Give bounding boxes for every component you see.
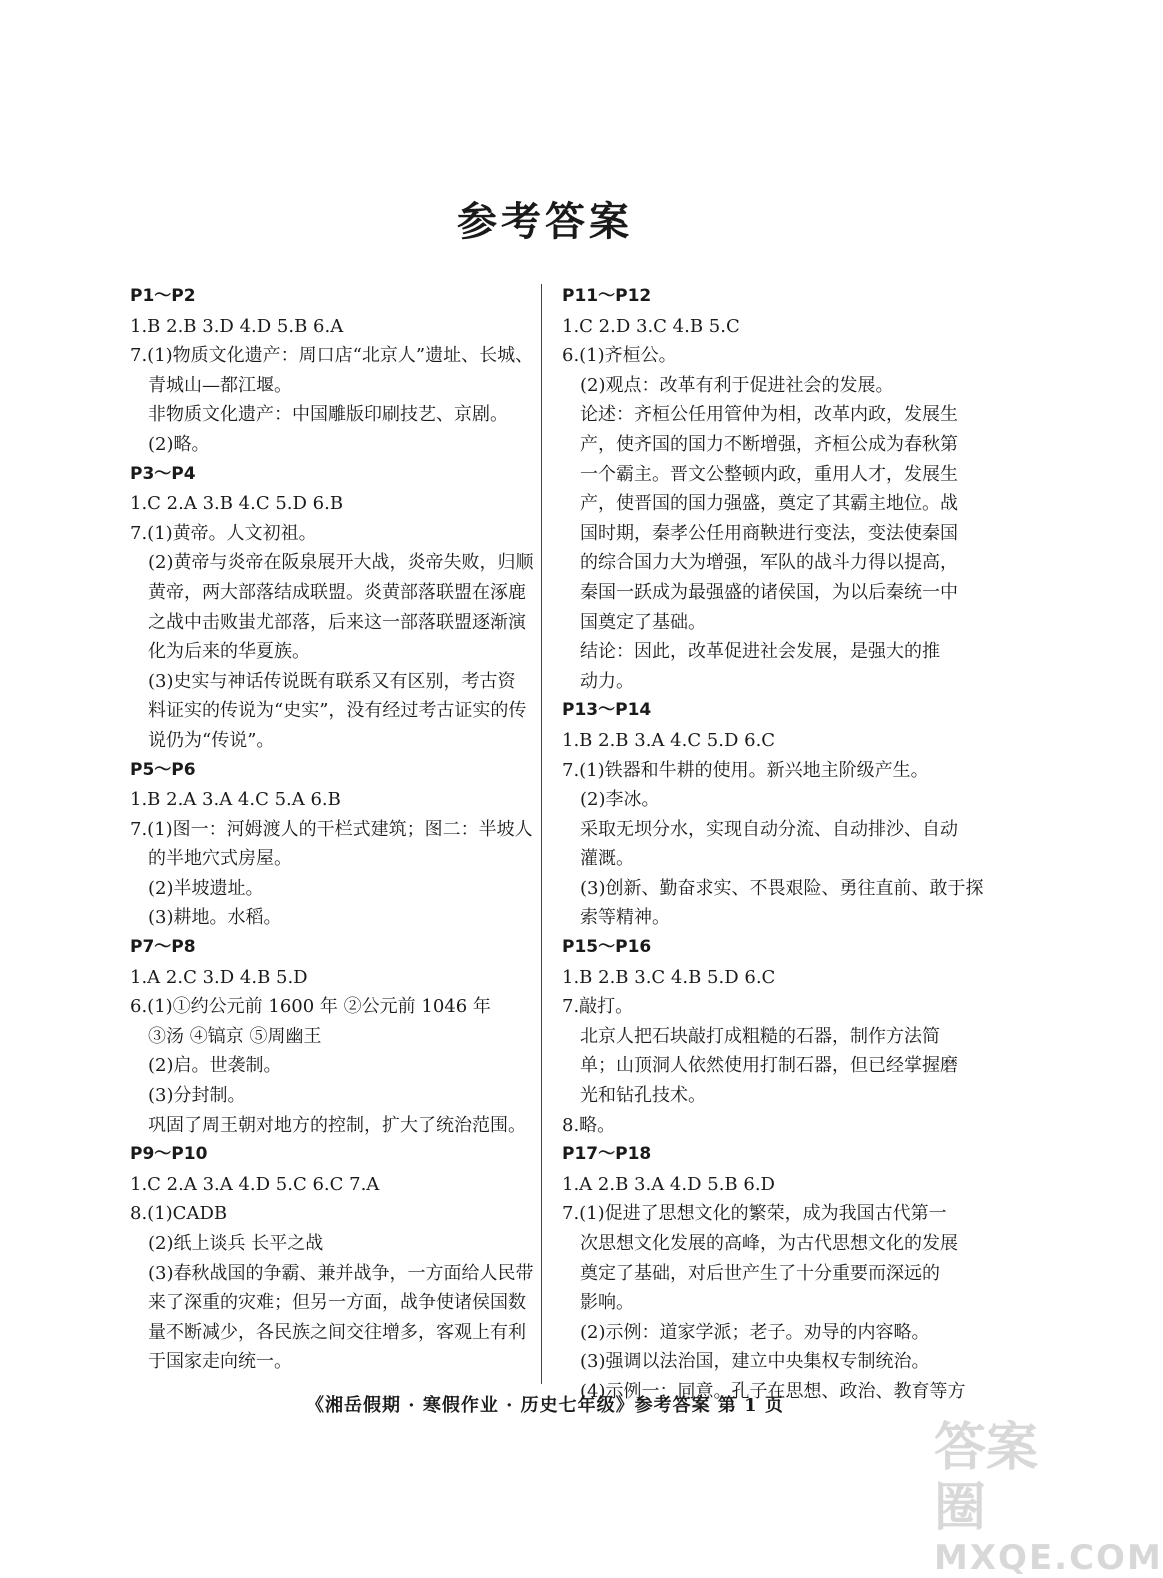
- answer-line: 于国家走向统一。: [148, 1351, 292, 1373]
- section-header: P17～P18: [562, 1144, 652, 1165]
- section-header: P3～P4: [130, 463, 196, 484]
- answer-line: 影响。: [580, 1292, 634, 1314]
- answer-line: 7.(1)图一：河姆渡人的干栏式建筑；图二：半坡人: [130, 818, 533, 840]
- section-header: P7～P8: [130, 937, 196, 958]
- page-title: 参考答案: [457, 199, 633, 245]
- answer-line: 产，使齐国的国力不断增强，齐桓公成为春秋第: [580, 433, 958, 455]
- answer-line: 奠定了基础，对后世产生了十分重要而深远的: [580, 1262, 940, 1284]
- answer-line: (3)耕地。水稻。: [148, 907, 282, 929]
- answer-line: 7.(1)促进了思想文化的繁荣，成为我国古代第一: [562, 1203, 947, 1225]
- answer-line: (2)示例：道家学派；老子。劝导的内容略。: [580, 1321, 930, 1343]
- answer-line: ③汤 ④镐京 ⑤周幽王: [148, 1025, 322, 1047]
- answer-line: (3)强调以法治国，建立中央集权专制统治。: [580, 1351, 930, 1373]
- answer-column-left: [130, 282, 534, 1377]
- answer-line: (4)示例一：同意。孔子在思想、政治、教育等方: [580, 1380, 966, 1402]
- answer-line: 1.A 2.B 3.A 4.D 5.B 6.D: [562, 1173, 775, 1195]
- answer-line: 灌溉。: [580, 848, 634, 870]
- answer-line: 的综合国力大为增强，军队的战斗力得以提高，: [580, 552, 958, 574]
- page-footer: 《湘岳假期 · 寒假作业 · 历史七年级》参考答案 第 1 页: [306, 1395, 784, 1416]
- answer-line: 1.C 2.A 3.A 4.D 5.C 6.C 7.A: [130, 1173, 380, 1195]
- answer-line: 7.(1)黄帝。人文初祖。: [130, 522, 317, 544]
- answer-line: 产，使晋国的国力强盛，奠定了其霸主地位。战: [580, 493, 958, 515]
- answer-line: 之战中击败蚩尤部落，后来这一部落联盟逐渐演: [148, 611, 526, 633]
- answer-line: 论述：齐桓公任用管仲为相，改革内政，发展生: [580, 404, 958, 426]
- answer-column-right: [562, 282, 984, 1407]
- answer-line: 6.(1)齐桓公。: [562, 345, 677, 367]
- answer-line: 1.B 2.B 3.C 4.B 5.D 6.C: [562, 966, 776, 988]
- answer-line: 巩固了周王朝对地方的控制，扩大了统治范围。: [148, 1114, 526, 1136]
- section-header: P5～P6: [130, 759, 196, 780]
- column-divider: [541, 284, 542, 1384]
- answer-line: 单；山顶洞人依然使用打制石器，但已经掌握磨: [580, 1055, 958, 1077]
- answer-line: 1.B 2.A 3.A 4.C 5.A 6.B: [130, 789, 341, 811]
- answer-line: (2)启。世袭制。: [148, 1055, 282, 1077]
- watermark-text-bottom: MXQE.COM: [934, 1538, 1163, 1578]
- answer-line: 动力。: [580, 670, 634, 692]
- answer-line: 7.敲打。: [562, 996, 634, 1018]
- answer-line: 8.(1)CADB: [130, 1203, 228, 1225]
- answer-line: 一个霸主。晋文公整顿内政，重用人才，发展生: [580, 463, 958, 485]
- section-header: P15～P16: [562, 937, 652, 958]
- answer-line: 6.(1)①约公元前 1600 年 ②公元前 1046 年: [130, 996, 491, 1018]
- answer-line: (2)略。: [148, 433, 210, 455]
- answer-line: 索等精神。: [580, 907, 670, 929]
- section-header: P13～P14: [562, 700, 652, 721]
- answer-line: (2)纸上谈兵 长平之战: [148, 1233, 324, 1254]
- answer-line: (3)史实与神话传说既有联系又有区别，考古资: [148, 670, 516, 692]
- answer-line: 1.B 2.B 3.A 4.C 5.D 6.C: [562, 729, 776, 751]
- watermark-text-top: 答案圈: [934, 1418, 1039, 1538]
- answer-line: 采取无坝分水，实现自动分流、自动排沙、自动: [580, 818, 958, 840]
- answer-line: 次思想文化发展的高峰，为古代思想文化的发展: [580, 1233, 958, 1254]
- answer-line: (2)半坡遗址。: [148, 877, 264, 899]
- answer-line: 料证实的传说为“史实”，没有经过考古证实的传: [148, 700, 527, 722]
- section-header: P1～P2: [130, 286, 196, 306]
- answer-line: 量不断减少，各民族之间交往增多，客观上有利: [148, 1321, 526, 1343]
- answer-line: (3)分封制。: [148, 1085, 246, 1107]
- answer-line: 1.A 2.C 3.D 4.B 5.D: [130, 966, 308, 988]
- answer-line: (2)观点：改革有利于促进社会的发展。: [580, 374, 894, 396]
- answer-line: 北京人把石块敲打成粗糙的石器，制作方法简: [580, 1025, 940, 1047]
- answer-line: 光和钻孔技术。: [580, 1085, 706, 1107]
- section-header: P11～P12: [562, 286, 652, 306]
- answer-line: (2)李冰。: [580, 789, 660, 811]
- answer-line: 说仍为“传说”。: [148, 729, 275, 751]
- answer-line: 青城山—都江堰。: [148, 374, 292, 396]
- section-header: P9～P10: [130, 1144, 208, 1165]
- answer-line: 国时期，秦孝公任用商鞅进行变法，变法使秦国: [580, 522, 958, 544]
- answer-line: 7.(1)铁器和牛耕的使用。新兴地主阶级产生。: [562, 759, 929, 781]
- answer-line: 7.(1)物质文化遗产：周口店“北京人”遗址、长城、: [130, 345, 534, 367]
- answer-line: 的半地穴式房屋。: [148, 848, 292, 870]
- watermark-logo: [934, 1418, 1163, 1578]
- answer-line: 非物质文化遗产：中国雕版印刷技艺、京剧。: [148, 404, 508, 426]
- answer-line: 化为后来的华夏族。: [148, 641, 310, 663]
- answer-line: 1.C 2.A 3.B 4.C 5.D 6.B: [130, 493, 344, 515]
- answer-line: 国奠定了基础。: [580, 611, 706, 633]
- answer-line: (3)春秋战国的争霸、兼并战争，一方面给人民带: [148, 1262, 534, 1284]
- answer-line: 来了深重的灾难；但另一方面，战争使诸侯国数: [148, 1292, 526, 1314]
- answer-line: 1.C 2.D 3.C 4.B 5.C: [562, 315, 740, 337]
- answer-line: 结论：因此，改革促进社会发展，是强大的推: [580, 641, 940, 663]
- answer-line: 黄帝，两大部落结成联盟。炎黄部落联盟在涿鹿: [148, 581, 526, 603]
- answer-line: 秦国一跃成为最强盛的诸侯国，为以后秦统一中: [580, 581, 958, 603]
- answer-line: (3)创新、勤奋求实、不畏艰险、勇往直前、敢于探: [580, 877, 984, 899]
- answer-line: 1.B 2.B 3.D 4.D 5.B 6.A: [130, 315, 344, 337]
- answer-line: (2)黄帝与炎帝在阪泉展开大战，炎帝失败，归顺: [148, 552, 534, 574]
- answer-line: 8.略。: [562, 1114, 616, 1136]
